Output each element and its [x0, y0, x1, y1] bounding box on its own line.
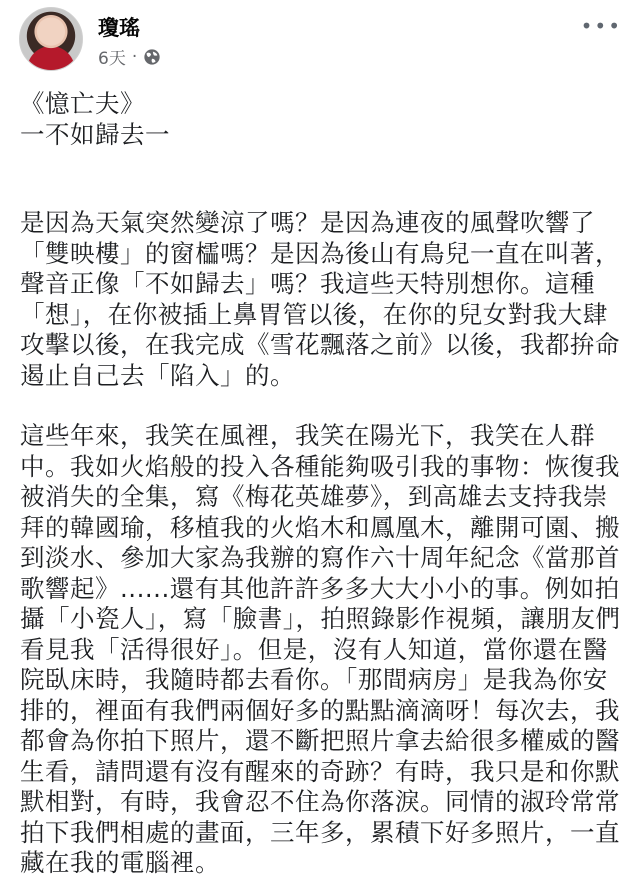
- post-paragraph-2: 這些年來，我笑在風裡，我笑在陽光下，我笑在人群中。我如火焰般的投入各種能夠吸引我的事物：恢復我被消失的全集，寫《梅花英雄夢》，到高雄去支持我崇拜的韓國瑜，移植我的火焰木和鳳凰木，離開可園、搬到淡水、參加大家為我辦的寫作六十周年紀念《當那首歌響起》......還有其他許許多多大大小小的事。例如拍攝「小瓷人」，寫「臉書」，拍照錄影作視頻，讓朋友們看見我「活得很好」。但是，沒有人知道，當你還在醫院臥床時，我隨時都去看你。「那間病房」是我為你安排的，裡面有我們兩個好多的點點滴滴呀！每次去，我都會為你拍下照片，還不斷把照片拿去給很多權威的醫生看，請問還有沒有醒來的奇跡？有時，我只是和你默默相對，有時，我會忍不住為你落淚。同情的淑玲常常拍下我們相處的畫面，三年多，累積下好多照片，一直藏在我的電腦裡。: [20, 421, 621, 877]
- post-title: 《憶亡夫》: [20, 89, 145, 118]
- post-time[interactable]: 6天: [98, 49, 126, 69]
- post-header: [0, 0, 636, 80]
- globe-icon[interactable]: [143, 48, 161, 66]
- more-options-icon[interactable]: •••: [580, 14, 622, 38]
- post-meta: [98, 44, 161, 69]
- avatar[interactable]: [19, 7, 83, 71]
- author-name[interactable]: 瓊瑤: [98, 16, 140, 40]
- post-body: [20, 89, 626, 879]
- post-subtitle: 一不如歸去一: [20, 119, 170, 149]
- separator-dot: ·: [131, 46, 138, 67]
- post-paragraph-1: 是因為天氣突然變涼了嗎？是因為連夜的風聲吹響了「雙映樓」的窗櫺嗎？是因為後山有鳥兒一直在叫著，聲音正像「不如歸去」嗎？我這些天特別想你。這種「想」，在你被插上鼻胃管以後，在你的兒女對我大肆攻擊以後，在我完成《雪花飄落之前》以後，我都拚命遏止自己去「陷入」的。: [20, 208, 620, 390]
